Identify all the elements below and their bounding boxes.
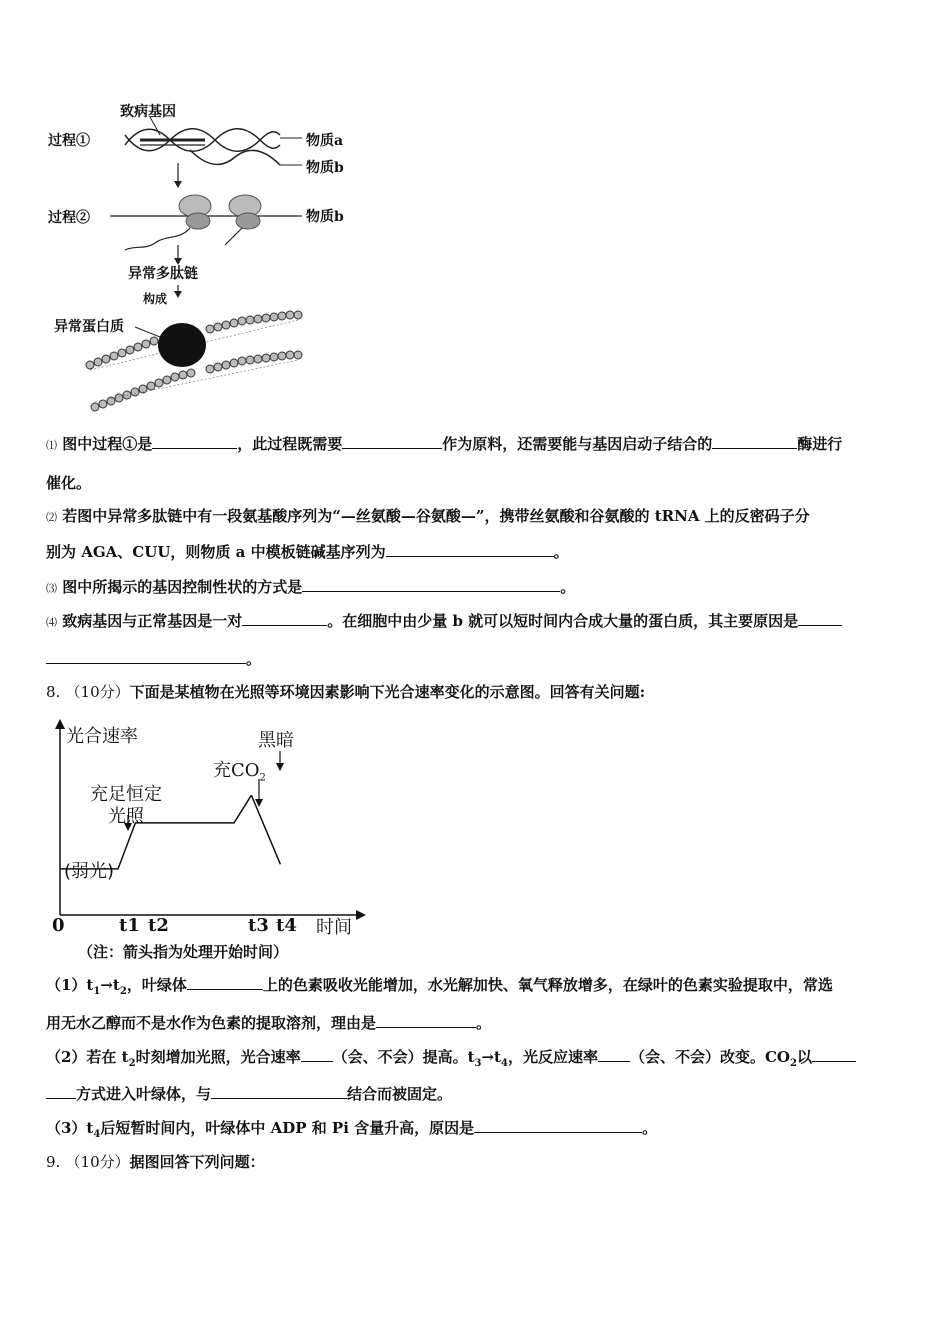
answer-blank[interactable] [342, 433, 442, 449]
chart-note: （注：箭头指为处理开始时间） [78, 943, 289, 961]
answer-blank[interactable] [474, 1117, 642, 1133]
subscript: 4 [500, 1058, 508, 1069]
series-line-tail [251, 795, 280, 864]
text: 。 [642, 1119, 658, 1137]
text: 上的色素吸收光能增加，水光解加快、氧气释放增多，在绿叶的色素实验提取中，常选 [262, 976, 833, 994]
substance-b-label: 物质b [306, 160, 344, 176]
answer-blank[interactable] [242, 610, 327, 626]
question-stem: 下面是某植物在光照等环境因素影响下光合速率变化的示意图。回答有关问题: [129, 683, 646, 701]
y-axis-label: 光合速率 [66, 726, 138, 747]
item-number: ⑴ [46, 439, 57, 452]
text: ，此过程既需要 [237, 435, 343, 453]
subscript: 4 [93, 1129, 101, 1140]
answer-blank[interactable] [376, 1012, 476, 1028]
text: （2）若在 t [46, 1048, 129, 1066]
abnormal-polypeptide-label: 异常多肽链 [128, 266, 198, 282]
substance-b2-label: 物质b [306, 209, 344, 225]
text: 作为原料，还需要能与基因启动子结合的 [442, 435, 713, 453]
q8-part2-line2 [46, 1083, 452, 1105]
co2-annotation [213, 756, 266, 784]
text: 若图中异常多肽链中有一段氨基酸序列为“—丝氨酸—谷氨酸—”，携带丝氨酸和谷氨酸的 tRNA 上的反密码子分 [62, 507, 810, 525]
q8-part1-line1 [46, 974, 833, 1003]
text: （1）t [46, 976, 94, 994]
question-stem: 据图回答下列问题： [129, 1153, 265, 1171]
q7-part1-line2: 催化。 [46, 474, 92, 492]
question-number: 8. [46, 683, 61, 701]
subscript: 1 [93, 986, 101, 997]
process2-label: 过程② [48, 210, 90, 226]
question-number: 9. [46, 1153, 61, 1171]
text: 以 [796, 1048, 812, 1066]
q7-part1-line1 [46, 433, 842, 457]
text: 。 [476, 1014, 492, 1032]
substance-a-label: 物质a [306, 133, 344, 149]
light-annotation-2: 光照 [108, 806, 144, 827]
text: 。在细胞中由少量 b 就可以短时间内合成大量的蛋白质，其主要原因是 [327, 612, 799, 630]
text: 结合而被固定。 [347, 1085, 453, 1103]
compose-label: 构成 [143, 292, 168, 306]
text: →t [100, 976, 120, 994]
subscript: 2 [789, 1058, 797, 1069]
q8-part2-line1 [46, 1046, 856, 1075]
answer-blank[interactable] [46, 1083, 76, 1099]
q8-part3 [46, 1117, 657, 1146]
subscript: 2 [128, 1058, 136, 1069]
answer-blank[interactable] [798, 610, 842, 626]
text: 。 [553, 543, 569, 561]
process1-label: 过程① [48, 133, 90, 149]
text: 。 [246, 650, 262, 668]
text: 图中过程①是 [62, 435, 153, 453]
text: 酶进行 [797, 435, 843, 453]
q7-part2-line2 [46, 541, 569, 563]
text: 。 [560, 578, 576, 596]
tick-t3: t3 [248, 915, 269, 936]
answer-blank[interactable] [211, 1083, 347, 1099]
light-annotation-1: 充足恒定 [90, 784, 162, 805]
text: 方式进入叶绿体，与 [76, 1085, 212, 1103]
text: 后短暂时间内，叶绿体中 ADP 和 Pi 含量升高，原因是 [100, 1119, 475, 1137]
tick-t4: t4 [276, 915, 297, 936]
answer-blank[interactable] [301, 1046, 333, 1062]
y-axis-arrow [55, 719, 65, 729]
x-axis-arrow [356, 910, 366, 920]
q8-stem [46, 681, 645, 703]
x-axis-label: 时间 [316, 917, 352, 938]
answer-blank[interactable] [302, 576, 560, 592]
answer-blank[interactable] [46, 648, 246, 664]
answer-blank[interactable] [386, 541, 554, 557]
answer-blank[interactable] [712, 433, 797, 449]
text: 致病基因与正常基因是一对 [62, 612, 243, 630]
co2-text: 充CO [213, 760, 260, 781]
answer-blank[interactable] [187, 974, 263, 990]
tick-t2: t2 [148, 915, 169, 936]
item-number: ⑵ [46, 511, 57, 524]
abnormal-protein-label: 异常蛋白质 [54, 319, 124, 335]
gene-label: 致病基因 [120, 104, 176, 120]
origin-label: 0 [52, 915, 65, 936]
text: 别为 AGA、CUU，则物质 a 中模板链碱基序列为 [46, 543, 386, 561]
text: ，光反应速率 [507, 1048, 598, 1066]
answer-blank[interactable] [598, 1046, 630, 1062]
q9-stem [46, 1151, 265, 1173]
text: 图中所揭示的基因控制性状的方式是 [62, 578, 303, 596]
weak-light-annotation: (弱光) [64, 861, 115, 882]
q7-part4-line2 [46, 648, 261, 670]
text: （会、不会）提高。t [332, 1048, 475, 1066]
q8-part1-line2 [46, 1012, 491, 1034]
q7-part3 [46, 576, 575, 600]
answer-blank[interactable] [152, 433, 237, 449]
item-number: ⑶ [46, 582, 57, 595]
dark-arrow-head [276, 763, 284, 771]
text: ，叶绿体 [126, 976, 187, 994]
text: 用无水乙醇而不是水作为色素的提取溶剂，理由是 [46, 1014, 377, 1032]
text: （3）t [46, 1119, 94, 1137]
question-score: （10分） [65, 1153, 130, 1171]
text: （会、不会）改变。CO [629, 1048, 790, 1066]
q7-part4-line1 [46, 610, 842, 634]
item-number: ⑷ [46, 616, 57, 629]
text: 时刻增加光照，光合速率 [135, 1048, 301, 1066]
subscript: 2 [119, 986, 127, 997]
q7-part2-line1 [46, 505, 810, 529]
dark-annotation: 黑暗 [258, 730, 294, 751]
subscript: 3 [474, 1058, 482, 1069]
question-score: （10分） [65, 683, 130, 701]
tick-t1: t1 [119, 915, 140, 936]
answer-blank[interactable] [812, 1046, 856, 1062]
co2-subscript: 2 [259, 772, 266, 784]
text: →t [481, 1048, 501, 1066]
